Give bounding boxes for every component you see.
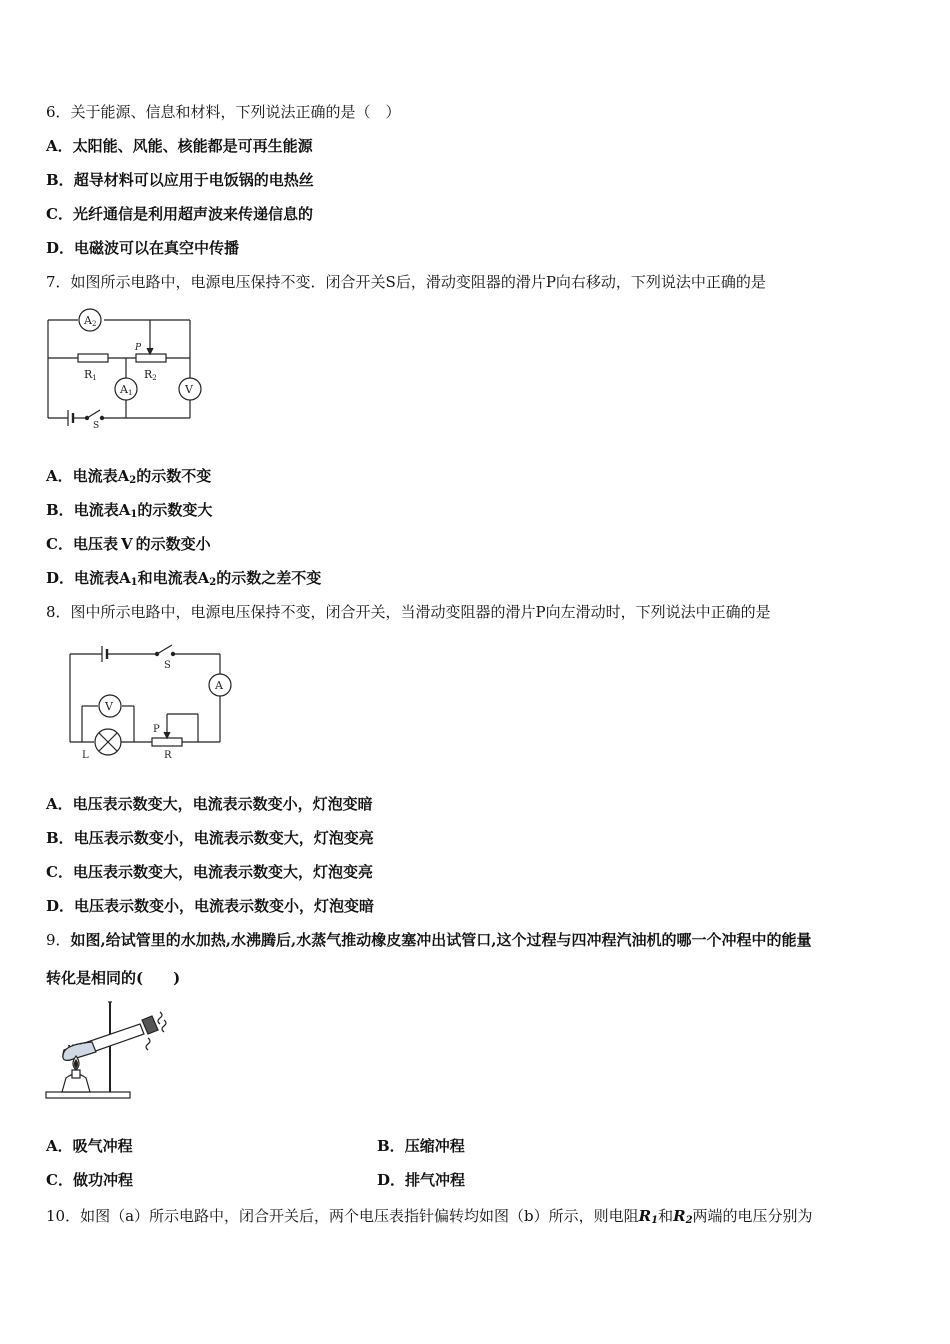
q9-option-a[interactable] <box>46 1136 133 1156</box>
q9-test-tube-figure <box>44 998 174 1102</box>
q6-option-a-text: 太阳能、风能、核能都是可再生能源 <box>72 137 313 155</box>
q8-option-c-text: 电压表示数变大，电流表示数变大，灯泡变亮 <box>72 863 373 881</box>
q7-option-a-sym: A <box>117 467 130 485</box>
q8-fig-r: R <box>164 750 172 761</box>
q7-option-b-sym: A <box>118 501 131 519</box>
q8-option-d-letter: D． <box>46 897 75 915</box>
q10-number: 10． <box>46 1207 81 1225</box>
q7-option-b-post: 的示数变大 <box>137 501 213 519</box>
q7-option-a-post: 的示数不变 <box>136 467 212 485</box>
q6-option-c-letter: C． <box>46 205 73 223</box>
q8-option-b-letter: B． <box>46 829 74 847</box>
q8-option-a[interactable] <box>46 794 373 814</box>
q7-stem <box>46 272 766 292</box>
q7-fig-v: V <box>185 383 193 396</box>
q9-option-b[interactable] <box>377 1136 465 1156</box>
q9-option-b-letter: B． <box>377 1137 405 1155</box>
q6-option-b[interactable] <box>46 170 314 190</box>
q7-option-d-sub2: 2 <box>209 577 217 588</box>
q8-stem <box>46 602 771 622</box>
q8-number: 8． <box>46 603 71 621</box>
q7-number: 7． <box>46 273 71 291</box>
q9-option-c-letter: C． <box>46 1171 73 1189</box>
q6-stem <box>46 102 401 122</box>
q6-option-b-text: 超导材料可以应用于电饭锅的电热丝 <box>73 171 314 189</box>
q10-r1-symbol: R <box>638 1207 652 1225</box>
q7-fig-a1: A1 <box>120 383 133 397</box>
q8-option-b-text: 电压表示数变小，电流表示数变大，灯泡变亮 <box>73 829 374 847</box>
q7-option-d-mid: 和电流表 <box>137 569 198 587</box>
q7-option-a[interactable] <box>46 466 211 491</box>
q8-option-b[interactable] <box>46 828 374 848</box>
q7-option-b-pre: 电流表 <box>73 501 119 519</box>
q9-stem-line2: 转化是相同的( ) <box>46 969 181 987</box>
q7-fig-p: P <box>135 343 142 353</box>
q9-option-c-text: 做功冲程 <box>72 1171 133 1189</box>
q10-r1 <box>639 1207 658 1225</box>
q6-option-d[interactable] <box>46 238 239 258</box>
q7-option-b-sub: 1 <box>130 509 138 520</box>
q8-option-a-letter: A． <box>46 795 73 813</box>
q8-option-c-letter: C． <box>46 863 73 881</box>
q10-stem-pre: 如图（a）所示电路中，闭合开关后，两个电压表指针偏转均如图（b）所示，则电阻 <box>80 1207 639 1225</box>
q7-option-c-pre: 电压表 <box>72 535 118 553</box>
q8-fig-a: A <box>215 679 223 692</box>
q6-option-a[interactable] <box>46 136 313 156</box>
q10-mid: 和 <box>658 1207 674 1225</box>
q7-stem-text: 如图所示电路中，电源电压保持不变．闭合开关S后，滑动变阻器的滑片P向右移动，下列说法中正确的是 <box>70 273 766 291</box>
q7-option-c-letter: C． <box>46 535 73 553</box>
q10-r2-sub: 2 <box>685 1215 693 1226</box>
q9-stem-line1 <box>46 930 811 950</box>
q7-option-d-post: 的示数之差不变 <box>216 569 322 587</box>
q7-option-d-sym: A <box>119 569 131 587</box>
q7-option-a-pre: 电流表 <box>72 467 118 485</box>
q7-option-c-sym: V <box>120 535 133 553</box>
q9-number: 9． <box>46 931 71 949</box>
q7-option-c[interactable] <box>46 534 211 554</box>
q8-stem-text: 图中所示电路中，电源电压保持不变，闭合开关，当滑动变阻器的滑片P向左滑动时，下列说法中正确的是 <box>70 603 771 621</box>
q7-fig-s: S <box>93 421 100 430</box>
q7-option-b[interactable] <box>46 500 212 525</box>
q10-r2-symbol: R <box>673 1207 686 1225</box>
q8-fig-s: S <box>164 660 171 671</box>
q8-option-d[interactable] <box>46 896 374 916</box>
q8-fig-v: V <box>105 700 113 713</box>
q7-option-d-letter: D． <box>46 569 75 587</box>
q7-option-d-sub: 1 <box>130 577 138 588</box>
q10-stem-post: 两端的电压分别为 <box>692 1207 813 1225</box>
q8-fig-l: L <box>82 750 89 761</box>
q8-fig-p: P <box>153 724 160 735</box>
q7-option-a-letter: A． <box>46 467 73 485</box>
q10-stem <box>46 1206 813 1231</box>
q7-fig-r1: R1 <box>84 368 97 382</box>
q6-option-d-text: 电磁波可以在真空中传播 <box>74 239 240 257</box>
q7-option-d-sym2: A <box>197 569 210 587</box>
q7-option-d[interactable] <box>46 568 321 593</box>
q7-fig-r2: R2 <box>144 368 157 382</box>
q7-option-c-post: 的示数变小 <box>135 535 211 553</box>
q8-option-c[interactable] <box>46 862 373 882</box>
q7-option-a-sub: 2 <box>129 475 137 486</box>
q7-circuit-figure <box>44 308 204 430</box>
q6-number: 6． <box>46 103 71 121</box>
q6-option-d-letter: D． <box>46 239 75 257</box>
q8-option-d-text: 电压表示数变小，电流表示数变小，灯泡变暗 <box>74 897 375 915</box>
q9-option-d-text: 排气冲程 <box>405 1171 466 1189</box>
q9-option-a-text: 吸气冲程 <box>72 1137 133 1155</box>
q10-r1-sub: 1 <box>651 1215 659 1226</box>
q6-option-a-letter: A． <box>46 137 73 155</box>
q6-option-c[interactable] <box>46 204 313 224</box>
q6-stem-text: 关于能源、信息和材料，下列说法正确的是（ ） <box>70 103 401 121</box>
q9-option-d[interactable] <box>377 1170 465 1190</box>
q8-option-a-text: 电压表示数变大，电流表示数变小，灯泡变暗 <box>72 795 373 813</box>
q6-option-c-text: 光纤通信是利用超声波来传递信息的 <box>72 205 313 223</box>
q7-fig-a2: A2 <box>84 314 97 328</box>
q9-stem-text-1: 如图,给试管里的水加热,水沸腾后,水蒸气推动橡皮塞冲出试管口,这个过程与四冲程汽油机的哪一个冲程中的能量 <box>70 931 812 949</box>
q10-r2 <box>673 1207 692 1225</box>
q8-circuit-figure <box>60 640 240 764</box>
q6-option-b-letter: B． <box>46 171 74 189</box>
q9-option-a-letter: A． <box>46 1137 73 1155</box>
q9-option-c[interactable] <box>46 1170 133 1190</box>
q9-option-d-letter: D． <box>377 1171 406 1189</box>
q9-option-b-text: 压缩冲程 <box>404 1137 465 1155</box>
q7-option-b-letter: B． <box>46 501 74 519</box>
q7-option-d-pre: 电流表 <box>74 569 120 587</box>
